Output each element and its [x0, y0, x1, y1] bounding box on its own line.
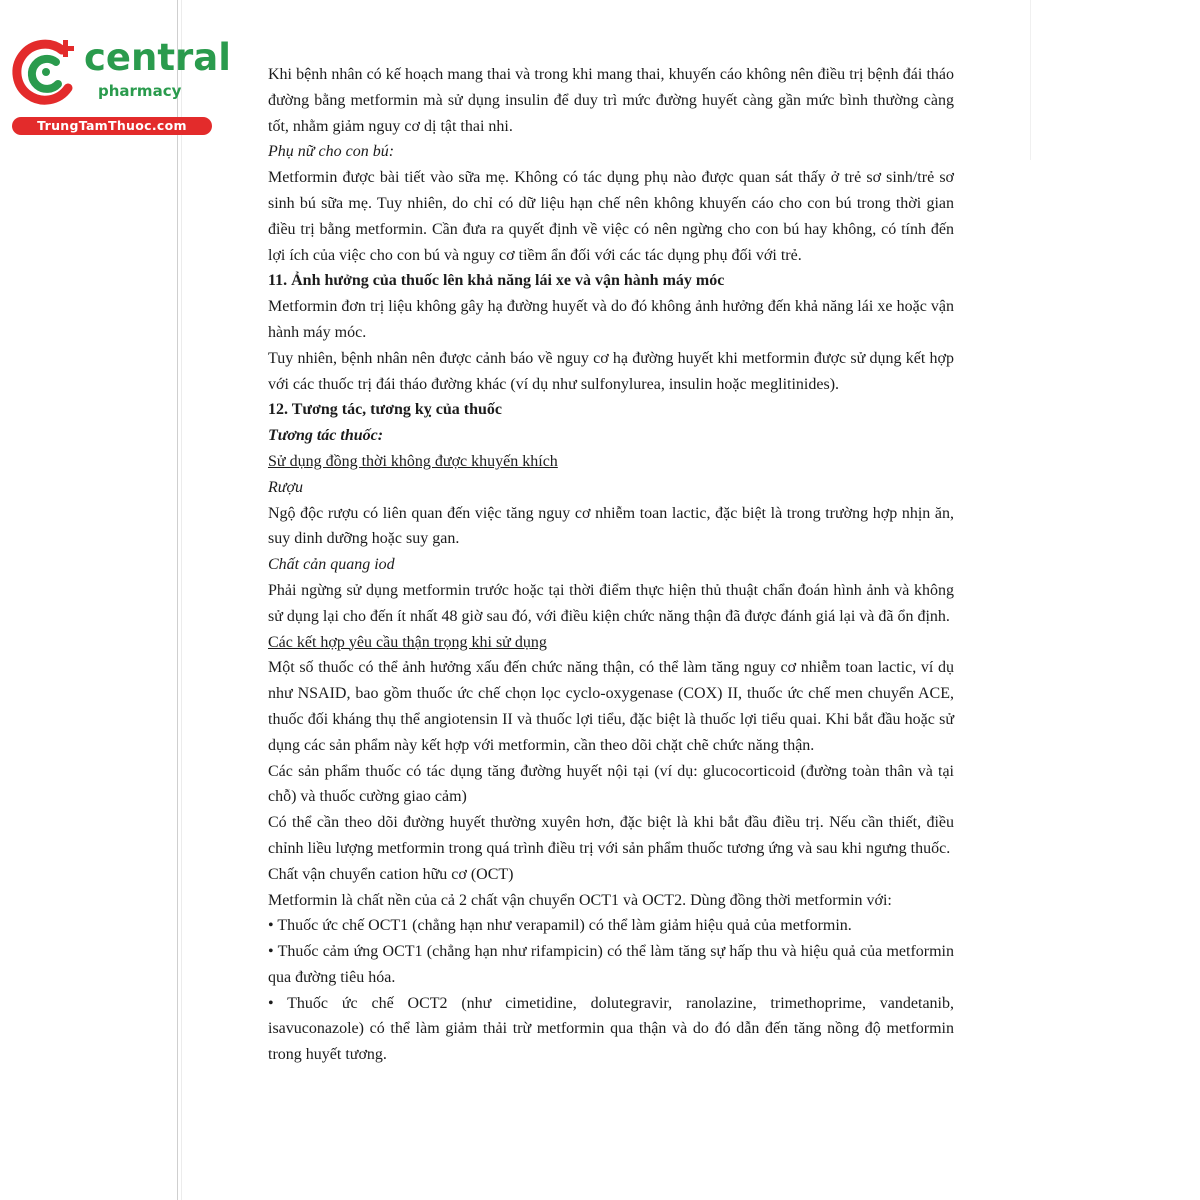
central-pharmacy-logo	[10, 34, 231, 138]
paragraph-contrast: Phải ngừng sử dụng metformin trước hoặc tại thời điểm thực hiện thủ thuật chẩn đoán hình ảnh và không sử dụng lại cho đến ít nhất 48 giờ sau đó, với điều kiện chức năng thận đã được đánh giá lại và đã ổn định.	[268, 581, 954, 625]
paragraph-renal: Một số thuốc có thể ảnh hưởng xấu đến chức năng thận, có thể làm tăng nguy cơ nhiễm toan lactic, ví dụ như NSAID, bao gồm thuốc ức chế chọn lọc cyclo-oxygenase (COX) II, thuốc ức chế men chuyển ACE, thuốc đối kháng thụ thể angiotensin II và thuốc lợi tiểu, đặc biệt là thuốc lợi tiểu quai. Khi bắt đầu hoặc sử dụng các sản phẩm này kết hợp với metformin, cần theo dõi chặt chẽ chức năng thận.	[268, 659, 954, 754]
pharmacy-cross-logo-icon	[10, 36, 82, 108]
subheading-interactions: Tương tác thuốc:	[268, 427, 384, 445]
subheading-contrast: Chất cản quang iod	[268, 556, 395, 574]
paragraph-driving-2: Tuy nhiên, bệnh nhân nên được cảnh báo về nguy cơ hạ đường huyết khi metformin được sử dụng kết hợp với các thuốc trị đái tháo đường khác (ví dụ như sulfonylurea, insulin hoặc meglitinides).	[268, 349, 954, 393]
paragraph-hyperglycemic: Các sản phẩm thuốc có tác dụng tăng đường huyết nội tại (ví dụ: glucocorticoid (đường toàn thân và tại chỗ) và thuốc cường giao cảm)	[268, 762, 954, 806]
logo-brand-text: central	[84, 36, 231, 79]
paragraph-monitoring: Có thể cần theo dõi đường huyết thường xuyên hơn, đặc biệt là khi bắt đầu điều trị. Nếu cần thiết, điều chỉnh liều lượng metformin trong quá trình điều trị với sản phẩm thuốc tương ứng và sau khi ngưng thuốc.	[268, 814, 954, 857]
document-body	[268, 62, 954, 1068]
page-edge	[177, 0, 178, 1200]
paragraph-alcohol: Ngộ độc rượu có liên quan đến việc tăng nguy cơ nhiễm toan lactic, đặc biệt là trong trường hợp nhịn ăn, suy dinh dưỡng hoặc suy gan.	[268, 504, 954, 548]
heading-section-12: 12. Tương tác, tương kỵ của thuốc	[268, 401, 502, 419]
left-margin	[0, 0, 176, 1200]
page-right-edge	[1030, 0, 1031, 160]
subheading-not-recommended: Sử dụng đồng thời không được khuyến khích	[268, 452, 558, 470]
subheading-oct: Chất vận chuyển cation hữu cơ (OCT)	[268, 865, 514, 883]
subheading-alcohol: Rượu	[268, 478, 304, 496]
paragraph-oct: Metformin là chất nền của cả 2 chất vận chuyển OCT1 và OCT2. Dùng đồng thời metformin với:	[268, 891, 892, 909]
logo-site-banner: TrungTamThuoc.com	[12, 117, 212, 135]
subheading-caution: Các kết hợp yêu cầu thận trọng khi sử dụng	[268, 633, 547, 651]
logo-sub-text: pharmacy	[98, 82, 182, 100]
subheading-breastfeeding: Phụ nữ cho con bú:	[268, 143, 395, 161]
bullet-oct1-inducer: • Thuốc cảm ứng OCT1 (chẳng hạn như rifampicin) có thể làm tăng sự hấp thu và hiệu quả của metformin qua đường tiêu hóa.	[268, 943, 954, 986]
bullet-oct2-inhibitor: • Thuốc ức chế OCT2 (như cimetidine, dolutegravir, ranolazine, trimethoprime, vandetanib, isavuconazole) có thể làm giảm thải trừ metformin qua thận và do đó dẫn đến tăng nồng độ metformin trong huyết tương.	[268, 994, 954, 1064]
paragraph-breastfeeding: Metformin được bài tiết vào sữa mẹ. Không có tác dụng phụ nào được quan sát thấy ở trẻ sơ sinh/trẻ sơ sinh bú sữa mẹ. Tuy nhiên, do chỉ có dữ liệu hạn chế nên không khuyến cáo cho con bú trong thời gian điều trị bằng metformin. Cần đưa ra quyết định về việc có nên ngừng cho con bú hay không, có tính đến lợi ích của việc cho con bú và nguy cơ tiềm ẩn đối với các tác dụng phụ đối với trẻ.	[268, 169, 954, 264]
paragraph-driving-1: Metformin đơn trị liệu không gây hạ đường huyết và do đó không ảnh hưởng đến khả năng lái xe hoặc vận hành máy móc.	[268, 298, 954, 341]
paragraph-pregnancy: Khi bệnh nhân có kế hoạch mang thai và trong khi mang thai, khuyến cáo không nên điều trị bệnh đái tháo đường bằng metformin mà sử dụng insulin để duy trì mức đường huyết càng gần mức bình thường càng tốt, nhằm giảm nguy cơ dị tật thai nhi.	[268, 66, 954, 135]
bullet-oct1-inhibitor: • Thuốc ức chế OCT1 (chẳng hạn như verapamil) có thể làm giảm hiệu quả của metformin.	[268, 917, 852, 935]
heading-section-11: 11. Ảnh hưởng của thuốc lên khả năng lái xe và vận hành máy móc	[268, 272, 725, 290]
page-edge-shadow	[181, 0, 182, 1200]
